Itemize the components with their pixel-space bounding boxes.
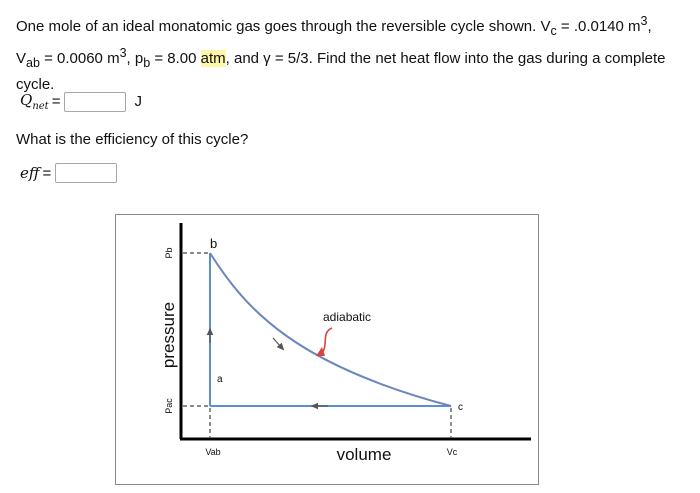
q-net-row: $Q_{net}$ = J: [20, 91, 142, 112]
efficiency-input[interactable]: [55, 163, 117, 183]
problem-statement: One mole of an ideal monatomic gas goes through the reversible cycle shown. $V_c = .0.0140$ $m^3$, $V_{ab} = 0.0060$ $m^3$, $p_b = 8.00$ atm, and γ = 5/3. Find the net heat flow into the gas during a complete cycle.: [16, 14, 666, 93]
point-b-label: b: [210, 236, 218, 251]
efficiency-row: eff =: [20, 163, 117, 183]
point-a-label: a: [217, 374, 223, 385]
point-c-label: c: [458, 402, 463, 413]
vc-tick-label: Vc: [446, 447, 458, 457]
efficiency-question: What is the efficiency of this cycle?: [16, 131, 249, 148]
x-axis-label: volume: [336, 445, 392, 464]
adiabatic-label: adiabatic: [323, 310, 372, 324]
q-net-label: $Q_{net}$: [20, 91, 49, 112]
pac-tick-label: Pac: [164, 398, 174, 414]
pb-tick-label: Pb: [164, 247, 174, 259]
y-axis-label: pressure: [159, 301, 178, 369]
vab-tick-label: Vab: [205, 447, 221, 457]
pv-diagram: [115, 214, 539, 485]
pb-unit-highlight: atm: [200, 50, 226, 67]
q-net-unit: J: [134, 93, 142, 110]
q-net-input[interactable]: [64, 92, 126, 112]
pv-diagram-svg: [116, 215, 540, 486]
efficiency-label: eff: [20, 164, 40, 182]
arrow-bc: [273, 338, 282, 348]
